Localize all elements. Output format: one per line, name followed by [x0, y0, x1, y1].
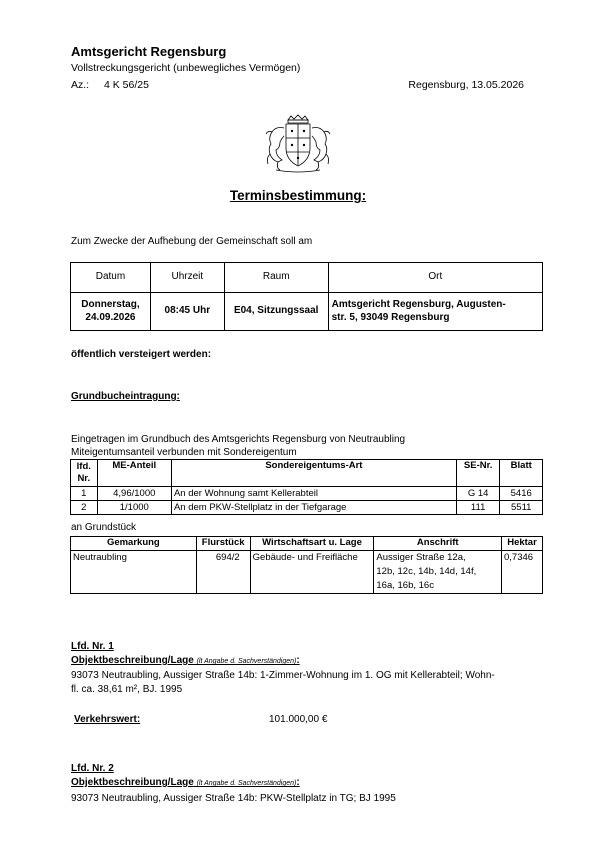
object-2-description-line-1: 93073 Neutraubling, Aussiger Straße 14b: PKW-Stellplatz in TG; BJ 1995 [71, 793, 396, 804]
document-title: Terminsbestimmung: [229, 188, 367, 203]
header-uhrzeit: Uhrzeit [150, 263, 224, 293]
anschrift-line-1: Aussiger Straße 12a, [376, 552, 466, 563]
cell-flurstueck: 694/2 [196, 551, 250, 594]
cell-lfd: 2 [71, 501, 98, 515]
cell-ort [328, 293, 542, 331]
object-2-label-note: (lt Angabe d. Sachverständigen) [196, 780, 297, 787]
datum-line-2: 24.09.2026 [85, 311, 136, 323]
object-1-label-note: (lt Angabe d. Sachverständigen) [196, 658, 297, 665]
bavarian-coat-of-arms-icon [262, 114, 334, 174]
header-datum: Datum [71, 263, 151, 293]
cell-blatt: 5511 [500, 501, 543, 515]
datum-line-1: Donnerstag, [81, 299, 140, 310]
object-2-number: Lfd. Nr. 2 [71, 763, 114, 774]
lfd-line-1: lfd. [76, 461, 91, 473]
cell-hektar: 0,7346 [502, 551, 543, 594]
anschrift-line-3: 16a, 16b, 16c [376, 580, 434, 591]
cell-lfd: 1 [71, 487, 98, 501]
cell-raum: E04, Sitzungssaal [224, 293, 328, 331]
grundbuch-heading: Grundbucheintragung: [71, 391, 180, 402]
anschrift-line-2: 12b, 12c, 14b, 14d, 14f, [376, 566, 477, 577]
termin-table-header [71, 263, 543, 293]
file-number-label: Az.: [71, 79, 90, 91]
cell-gemarkung: Neutraubling [71, 551, 197, 594]
cell-se-nr: G 14 [456, 487, 500, 501]
cell-blatt: 5416 [500, 487, 543, 501]
object-1-label-colon: : [296, 655, 300, 666]
sondereigentum-table-header [71, 460, 543, 487]
table-row [71, 551, 543, 594]
termin-table-row [71, 293, 543, 331]
header-hektar: Hektar [502, 537, 543, 551]
cell-anschrift [374, 551, 502, 594]
header-wirtschaftsart: Wirtschaftsart u. Lage [250, 537, 374, 551]
cell-datum [71, 293, 151, 331]
object-1-number: Lfd. Nr. 1 [71, 641, 114, 652]
an-grundstueck-label: an Grundstück [71, 522, 137, 533]
verkehrswert-value: 101.000,00 € [269, 714, 328, 725]
verkehrswert-label: Verkehrswert: [74, 714, 141, 725]
place-date: Regensburg, 13.05.2026 [408, 79, 524, 91]
header-raum: Raum [224, 263, 328, 293]
ort-line-2: str. 5, 93049 Regensburg [331, 311, 450, 323]
header-anschrift: Anschrift [374, 537, 502, 551]
table-row [71, 501, 543, 515]
grundbuch-text-2: Miteigentumsanteil verbunden mit Sondereigentum [71, 447, 297, 458]
header-ort: Ort [328, 263, 542, 293]
cell-se-art: An dem PKW-Stellplatz in der Tiefgarage [171, 501, 456, 515]
header-me-anteil: ME-Anteil [97, 460, 171, 487]
header-lfd [71, 460, 98, 487]
header-se-nr: SE-Nr. [456, 460, 500, 487]
sondereigentum-table [70, 459, 543, 515]
cell-wirtschaftsart: Gebäude- und Freifläche [250, 551, 374, 594]
cell-me-anteil: 1/1000 [97, 501, 171, 515]
cell-uhrzeit: 08:45 Uhr [150, 293, 224, 331]
object-1-description-line-1: 93073 Neutraubling, Aussiger Straße 14b: 1-Zimmer-Wohnung im 1. OG mit Kellerabteil; Wohn- [71, 670, 495, 681]
table-row [71, 487, 543, 501]
court-name: Amtsgericht Regensburg [71, 44, 227, 59]
termin-table [70, 262, 543, 331]
object-1-description-line-2: fl. ca. 38,61 m², BJ. 1995 [71, 684, 183, 695]
header-se-art: Sondereigentums-Art [171, 460, 456, 487]
header-flurstueck: Flurstück [196, 537, 250, 551]
object-2-label-colon: : [296, 777, 300, 788]
court-subtitle: Vollstreckungsgericht (unbewegliches Vermögen) [71, 62, 301, 74]
file-number-value: 4 K 56/25 [104, 79, 149, 91]
grundbuch-text-1: Eingetragen im Grundbuch des Amtsgerichts Regensburg von Neutraubling [71, 434, 406, 445]
lfd-line-2: Nr. [77, 473, 91, 484]
header-gemarkung: Gemarkung [71, 537, 197, 551]
cell-se-art: An der Wohnung samt Kellerabteil [171, 487, 456, 501]
cell-se-nr: 111 [456, 501, 500, 515]
versteigert-text: öffentlich versteigert werden: [71, 349, 212, 360]
grundstueck-table [70, 536, 543, 594]
intro-text: Zum Zwecke der Aufhebung der Gemeinschaft soll am [71, 236, 313, 247]
header-blatt: Blatt [500, 460, 543, 487]
grundstueck-table-header [71, 537, 543, 551]
object-2-description-label [71, 777, 300, 790]
object-2-label-text: Objektbeschreibung/Lage [71, 777, 194, 788]
cell-me-anteil: 4,96/1000 [97, 487, 171, 501]
ort-line-1: Amtsgericht Regensburg, Augusten- [331, 299, 506, 310]
object-1-description-label [71, 655, 300, 668]
object-1-label-text: Objektbeschreibung/Lage [71, 655, 194, 666]
